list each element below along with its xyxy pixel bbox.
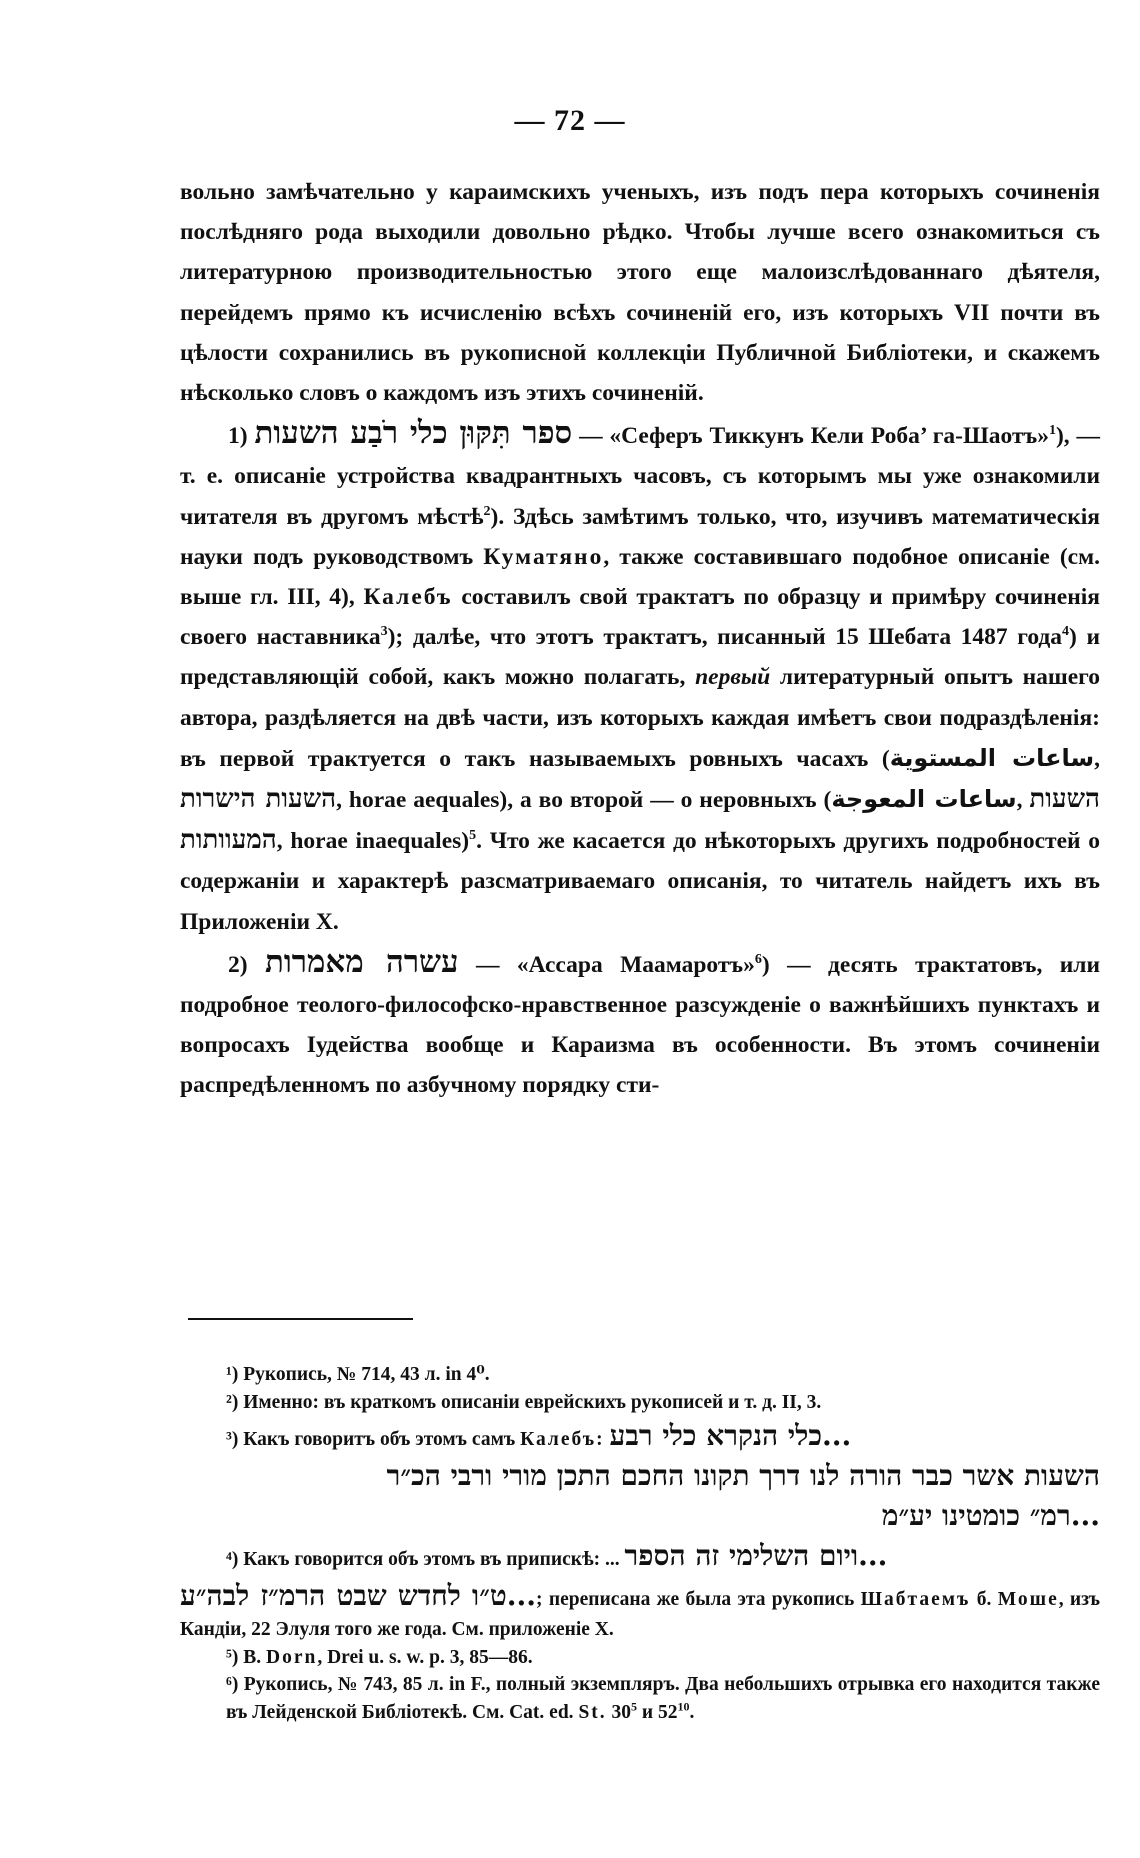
footnote-2-text: Именно: въ краткомъ описаніи еврейскихъ рукописей и т. д. II, 3. bbox=[243, 1391, 822, 1413]
item-1-title: — «Сеферъ Тиккунъ Кели Роба’ га-Шаотъ» bbox=[579, 423, 1049, 450]
arabic-unequal-hours: ساعات المعوجة bbox=[831, 785, 1017, 814]
footnote-4-mark: ⁴) bbox=[226, 1549, 239, 1570]
footnote-ref-4: 4 bbox=[1062, 624, 1070, 640]
footnote-3 bbox=[180, 1416, 1100, 1456]
item-1-text-g: литературный опытъ нашего автора, раздѣляется на двѣ части, изъ которыхъ каждая имѣетъ свои подраздѣленія: въ первой трактуется о такъ называемыхъ ровныхъ часахъ ( bbox=[180, 664, 1101, 772]
footnote-ref-3: 3 bbox=[380, 624, 388, 640]
item-2-hebrew-title: עשרה מאמרות bbox=[264, 943, 459, 980]
footnote-4-text: ; переписана же была эта рукопись bbox=[536, 1589, 855, 1610]
footnote-4-rest: б. bbox=[976, 1589, 992, 1610]
footnote-ref-6: 6 bbox=[754, 952, 762, 968]
footnote-5 bbox=[180, 1644, 1100, 1672]
item-2-paragraph bbox=[180, 942, 1100, 1106]
footnote-4-name: Шабтаемъ bbox=[860, 1589, 971, 1610]
item-1-text-a: ), — т. е. описаніе устройства квадрантныхъ часовъ, съ которымъ мы уже ознакомили читателя въ другомъ мѣстѣ bbox=[180, 423, 1101, 530]
footnote-5-lead: B. bbox=[243, 1646, 262, 1668]
footnote-1-mark: ¹) bbox=[226, 1364, 239, 1385]
latin-equal-hours: horae aequales), а во второй — о неровныхъ ( bbox=[348, 787, 832, 814]
italic-first: первый bbox=[695, 664, 771, 691]
latin-unequal-hours: horae inaequales) bbox=[290, 828, 470, 855]
main-text bbox=[180, 172, 1100, 1106]
footnote-1 bbox=[180, 1361, 1100, 1389]
footnote-6-text: Рукопись, № 743, 85 л. in F., полный экземпляръ. Два небольшихъ отрывка его находится также въ Лейденской Библіотекѣ. См. Cat. ed. bbox=[226, 1674, 1100, 1723]
item-1-text-b: ). Здѣсь замѣтимъ только, что, изучивъ математическія науки подъ руководствомъ bbox=[180, 503, 1101, 570]
footnotes bbox=[180, 1361, 1100, 1726]
footnote-2-mark: ²) bbox=[226, 1391, 239, 1413]
name-kumatiano: Куматяно bbox=[483, 543, 604, 570]
footnote-4-hebrew-2: ...ט״ו לחדש שבט הרמ״ז לבה״ע bbox=[180, 1579, 537, 1612]
page-number: — 72 — bbox=[514, 104, 626, 137]
footnote-6-page-a-sup: 5 bbox=[631, 1699, 638, 1713]
footnote-4-lead: Какъ говорится объ этомъ въ припискѣ: ... bbox=[243, 1549, 620, 1570]
footnote-3-lead: Какъ говоритъ объ этомъ самъ bbox=[243, 1429, 516, 1450]
footnote-4-moshe: Моше bbox=[997, 1589, 1059, 1610]
item-1-text-c: , также составившаго подобное описаніе (см. выше гл. III, 4), bbox=[180, 543, 1100, 611]
item-2-number: 2) bbox=[228, 951, 248, 978]
footnote-1-text: Рукопись, № 714, 43 л. in 4⁰. bbox=[243, 1364, 490, 1385]
footnote-4-end: , изъ Кандіи, 22 Элуля того же года. См. приложеніе X. bbox=[180, 1589, 1101, 1640]
footnote-6-mark: ⁶) bbox=[226, 1674, 239, 1695]
footnote-6 bbox=[180, 1671, 1100, 1726]
footnote-6-st: St. bbox=[578, 1701, 607, 1723]
footnote-5-rest: , Drei u. s. w. p. 3, 85—86. bbox=[317, 1646, 533, 1668]
footnote-3-name: Калебъ: bbox=[520, 1429, 605, 1450]
item-1-hebrew-title: ספר תִּקּוּן כלי רֹבַע השעות bbox=[254, 415, 573, 452]
item-1-number: 1) bbox=[228, 423, 248, 450]
footnote-4-hebrew-1: ...ויום השלימי זה הספר bbox=[624, 1539, 888, 1572]
footnote-3-hebrew-1: ...כלי הנקרא כלי רבע bbox=[609, 1419, 852, 1452]
arabic-equal-hours: ساعات المستوية bbox=[889, 743, 1095, 772]
continued-paragraph: вольно замѣчательно у караимскихъ ученыхъ, изъ подъ пера которыхъ сочиненія послѣдняго рода выходили довольно рѣдко. Чтобы лучше всего ознакомиться съ литературною производительностью этого еще малоизслѣдованнаго дѣятеля, перейдемъ прямо къ исчисленію всѣхъ сочиненій его, изъ которыхъ VII почти въ цѣлости сохранились въ рукописной коллекціи Публичной Библіотеки, и скажемъ нѣсколько словъ о каждомъ изъ этихъ сочиненій. bbox=[180, 179, 1100, 407]
item-1-text-f: ) и представляющій собой, какъ можно полагать, bbox=[180, 624, 1100, 691]
footnote-6-page-b: и 52 bbox=[641, 1701, 678, 1723]
item-1-text-d: составилъ свой трактатъ по образцу и примѣру сочиненія своего наставника bbox=[180, 584, 1101, 651]
footnote-3-mark: ³) bbox=[226, 1429, 239, 1450]
item-1-text-e: ); далѣе, что этотъ трактатъ, писанный 15 Шебата 1487 года bbox=[387, 624, 1063, 651]
footnote-6-page-b-sup: 10 bbox=[677, 1699, 690, 1713]
item-2-title: — «Ассара Маамаротъ» bbox=[475, 951, 755, 978]
footnote-5-dorn: Dorn bbox=[265, 1646, 318, 1668]
name-kaleb: Калебъ bbox=[363, 584, 453, 611]
footnote-6-page-a: 30 bbox=[611, 1701, 632, 1723]
footnote-6-end: . bbox=[689, 1701, 695, 1723]
hebrew-equal-hours: השעות הישרות bbox=[180, 784, 337, 815]
footnote-3-hebrew-3: ...רמ״ כומטינו יע״מ bbox=[881, 1499, 1100, 1532]
footnote-3-hebrew-2: השעות אשר כבר הורה לנו דרך תקונו החכם התכן מורי ורבי הכ״ר bbox=[386, 1459, 1100, 1492]
footnote-ref-2: 2 bbox=[483, 503, 491, 519]
footnote-ref-5: 5 bbox=[469, 828, 477, 844]
footnote-5-mark: ⁵) bbox=[226, 1646, 239, 1668]
footnote-2 bbox=[180, 1389, 1100, 1417]
item-2-text: ) — десять трактатовъ, или подробное теолого-философско-нравственное разсужденіе о важнѣйшихъ пунктахъ и вопросахъ Іудейства вообще и Караизма въ особенности. Въ этомъ сочиненіи распредѣленномъ по азбучному порядку сти- bbox=[180, 951, 1100, 1099]
hebrew-unequal-hours: השעות המעוותות bbox=[180, 784, 1101, 856]
footnote-ref-1: 1 bbox=[1048, 423, 1056, 439]
footnote-4 bbox=[180, 1536, 1100, 1576]
item-1-paragraph: 1) ספר תִּקּוּן כלי רֹבַע השעות — «Сеферъ Тиккунъ Кели Роба’ га-Шаотъ»$^1$), — т. е. описаніе устройства квадрантныхъ часовъ, съ которымъ мы уже ознакомили читателя въ другомъ мѣстѣ$^2$). Здѣсь замѣтимъ только, что, изучивъ математическія науки подъ руководствомъ Куматяно, также составившаго подобное описаніе (см. выше гл. III, 4), Калебъ составилъ свой трактатъ по образцу и примѣру сочиненія своего наставника$^3$); далѣе, что этотъ трактатъ, писанный 15 Шебата 1487 года$^4$) и представляющій собой, какъ можно полагать, первый литературный опытъ нашего автора, раздѣляется на двѣ части, изъ которыхъ каждая имѣетъ свои подраздѣленія: въ первой трактуется о такъ называемыхъ ровныхъ часахъ (ساعات المستوية, השעות הישרות, horae aequales), а во второй — о неровныхъ (ساعات المعوجة, השעות המעוותות, horae inaequales)$^5$. Что же касается до нѣкоторыхъ другихъ подробностей о содержаніи и характерѣ разсматриваемаго описанія, то читатель найдетъ ихъ въ Приложеніи X. bbox=[180, 415, 1101, 935]
item-1-text-h: . Что же касается до нѣкоторыхъ другихъ подробностей о содержаніи и характерѣ разсматриваемаго описанія, то читатель найдетъ ихъ въ Приложеніи X. bbox=[180, 828, 1101, 935]
footnote-divider bbox=[188, 1318, 413, 1320]
footnote-4-cont bbox=[180, 1576, 1100, 1644]
